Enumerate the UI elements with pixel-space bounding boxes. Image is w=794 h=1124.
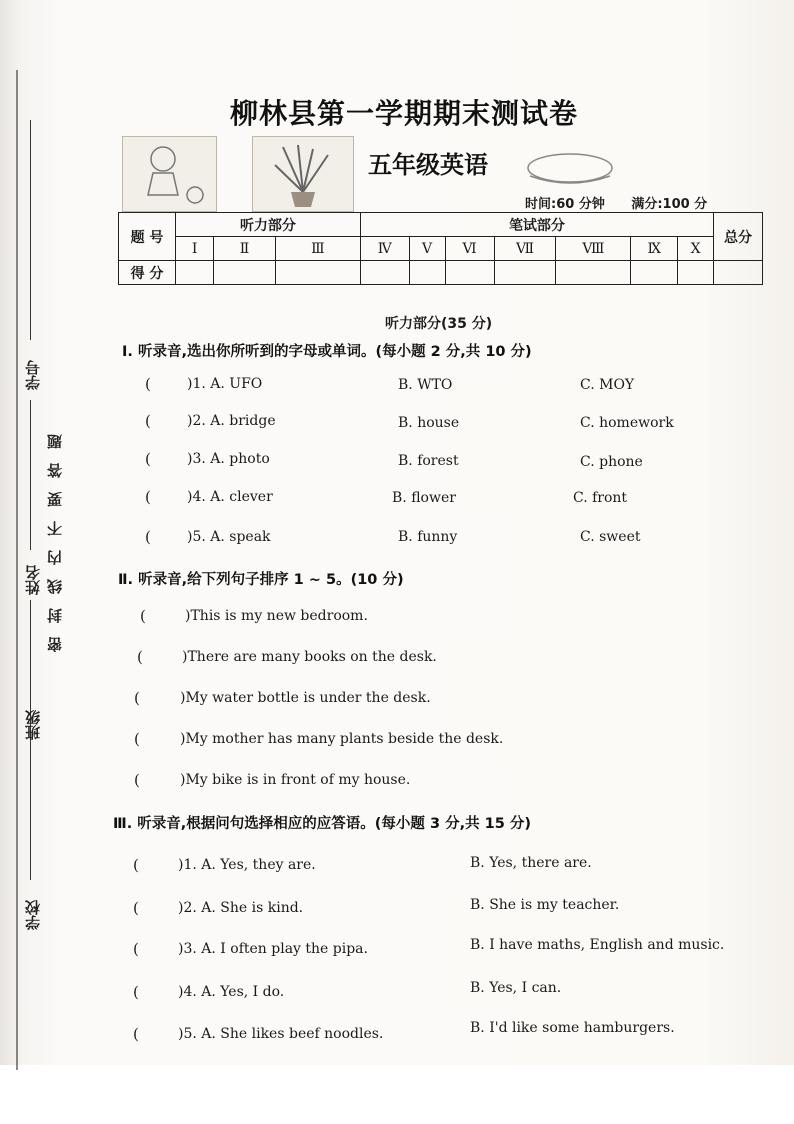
part3-option-a: )3. A. I often play the pipa. <box>178 941 368 957</box>
section-header: Ⅸ <box>631 237 678 261</box>
time-limit: 时间:60 分钟 <box>525 197 605 212</box>
hamburger-icon <box>520 150 620 190</box>
id-underline <box>30 120 31 340</box>
part1-option-a: )3. A. photo <box>187 451 270 467</box>
section-header: Ⅴ <box>409 237 445 261</box>
listening-group-header: 听力部分 <box>176 213 361 237</box>
part1-option-a: )5. A. speak <box>187 529 271 545</box>
score-cell[interactable] <box>176 261 214 285</box>
school-label: 学校 <box>24 900 42 930</box>
section-header: Ⅶ <box>494 237 556 261</box>
total-label: 总分 <box>714 213 763 261</box>
part1-option-c: C. homework <box>580 415 674 431</box>
part1-option-b: B. flower <box>392 490 456 506</box>
name-underline <box>30 400 31 550</box>
section-header: Ⅱ <box>214 237 276 261</box>
question-number-label: 题 号 <box>119 213 176 261</box>
section-header: Ⅵ <box>445 237 494 261</box>
part2-title: Ⅱ. 听录音,给下列句子排序 1 ~ 5。(10 分) <box>118 572 404 588</box>
score-cell[interactable] <box>556 261 631 285</box>
part1-option-b: B. WTO <box>398 377 453 393</box>
school-underline <box>30 600 31 880</box>
part3-option-a: )2. A. She is kind. <box>178 900 304 916</box>
part1-option-c: C. MOY <box>580 377 635 393</box>
exam-subtitle: 五年级英语 <box>368 151 488 179</box>
part1-option-c: C. front <box>573 490 628 506</box>
score-cell[interactable] <box>494 261 556 285</box>
part1-title: Ⅰ. 听录音,选出你所听到的字母或单词。(每小题 2 分,共 10 分) <box>122 344 532 360</box>
exam-title: 柳林县第一学期期末测试卷 <box>230 97 579 130</box>
part1-option-a: )1. A. UFO <box>187 376 263 392</box>
part1-option-a: )4. A. clever <box>187 489 273 505</box>
score-cell[interactable] <box>445 261 494 285</box>
part2-sentence-text: )There are many books on the desk. <box>182 649 437 665</box>
score-row-label: 得 分 <box>119 261 176 285</box>
exam-info <box>525 193 729 212</box>
part1-option-c: C. sweet <box>580 529 641 545</box>
part3-option-b: B. I'd like some hamburgers. <box>470 1020 675 1036</box>
section-header: Ⅲ <box>275 237 360 261</box>
part3-option-b: B. She is my teacher. <box>470 897 620 913</box>
binding-edge <box>16 70 18 1070</box>
plant-icon <box>253 137 353 211</box>
score-cell[interactable] <box>631 261 678 285</box>
part3-option-b: B. Yes, I can. <box>470 980 562 996</box>
part3-title: Ⅲ. 听录音,根据问句选择相应的应答语。(每小题 3 分,共 15 分) <box>113 816 531 832</box>
score-cell[interactable] <box>714 261 763 285</box>
seal-notice: 密封线内不要答题 <box>46 420 64 652</box>
part1-option-c: C. phone <box>580 454 643 470</box>
part3-option-b: B. Yes, there are. <box>470 855 592 871</box>
boy-icon <box>123 137 216 211</box>
section-header: Ⅹ <box>678 237 714 261</box>
score-cell[interactable] <box>409 261 445 285</box>
score-cell[interactable] <box>678 261 714 285</box>
part3-option-a: )5. A. She likes beef noodles. <box>178 1026 384 1042</box>
section-header: Ⅰ <box>176 237 214 261</box>
id-label: 学号 <box>24 360 42 390</box>
part3-option-a: )4. A. Yes, I do. <box>178 984 285 1000</box>
part1-option-b: B. house <box>398 415 460 431</box>
part2-sentence-text: )This is my new bedroom. <box>185 608 368 624</box>
hamburger-picture <box>520 150 620 190</box>
section-header: Ⅷ <box>556 237 631 261</box>
score-cell[interactable] <box>360 261 409 285</box>
full-score: 满分:100 分 <box>631 197 708 212</box>
part1-option-a: )2. A. bridge <box>187 413 276 429</box>
bottom-margin <box>0 1065 794 1124</box>
score-table <box>118 212 763 285</box>
part2-sentence-text: )My water bottle is under the desk. <box>180 690 431 706</box>
potted-plant-picture <box>252 136 354 212</box>
name-label: 姓名 <box>24 565 42 595</box>
part2-sentence-text: )My mother has many plants beside the desk. <box>180 731 504 747</box>
score-cell[interactable] <box>275 261 360 285</box>
part3-option-b: B. I have maths, English and music. <box>470 937 725 953</box>
score-cell[interactable] <box>214 261 276 285</box>
part3-option-a: )1. A. Yes, they are. <box>178 857 316 873</box>
writing-group-header: 笔试部分 <box>360 213 713 237</box>
part2-sentence-text: )My bike is in front of my house. <box>180 772 411 788</box>
part1-option-b: B. forest <box>398 453 459 469</box>
class-label: 班级 <box>24 710 42 740</box>
listening-heading: 听力部分(35 分) <box>385 316 493 332</box>
section-header: Ⅳ <box>360 237 409 261</box>
boy-playing-football-picture <box>122 136 217 212</box>
part1-option-b: B. funny <box>398 529 458 545</box>
